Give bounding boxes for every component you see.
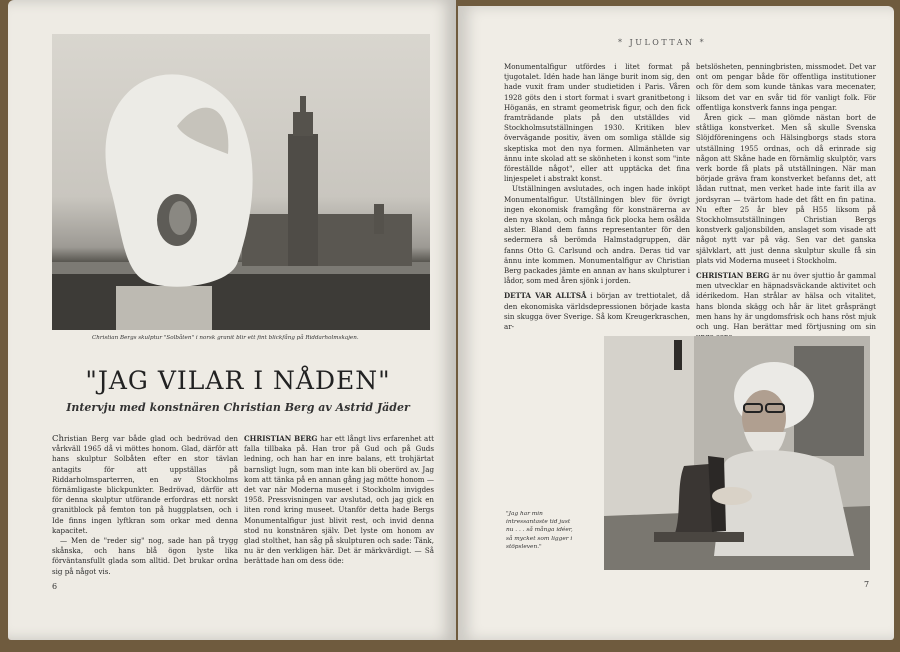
left-page xyxy=(8,0,456,640)
r-col1-paragraph-1: Monumentalfigur utfördes i litet format på tjugotalet. Idén hade han länge burit inom sig, den hade vuxit fram under studietiden i Paris. Våren 1928 göts den i stort format i svart granitbetong i Höganäs, en stramt geometrisk figur, och den fick framträdande plats på den utställdes vid Stockholmsutställningen 1930. Kritiken blev övervägande positiv, även om somliga ställde sig skeptiska mot den nya formen. Allmänheten var ännu inte skolad att se skönheten i konst som "inte föreställde något", eller att upptäcka det fina linjespelet i abstrakt konst. xyxy=(504,62,690,184)
r-col1-lead-2: DETTA VAR ALLTSÅ xyxy=(504,291,587,301)
r-col2-paragraph-1: betslösheten, penningbristen, missmodet. Det var ont om pengar både för offentliga institutioner och för dem som kunde tänkas vara mecenater, liksom det var en svår tid för vanligt folk. För offentliga konstverk fanns inga pengar. xyxy=(696,62,876,112)
photo-caption: Christian Bergs skulptur "Solbåten" i norsk granit blir ett fint blickfång på Riddarholmskajen. xyxy=(92,335,359,341)
r-col1-paragraph-2: Utställningen avslutades, och ingen hade inköpt Monumentalfigur. Utställningen blev för övrigt ingen ekonomisk framgång för konstnärerna av den nya skolan, och många fick plocka hem osålda alster. Bland dem fanns representanter för den sedermera så berömda Halmstadgruppen, där fanns Otto G. Carlsund och andra. Deras tid var ännu inte kommen. Monumentalfigur av Christian Berg packades jämte en annan av hans skulpturer i lådor, som med åren sjönk i jorden. xyxy=(504,184,690,286)
artist-photo xyxy=(604,336,870,570)
sculpture-photo xyxy=(52,34,430,330)
col2-lead: CHRISTIAN BERG xyxy=(244,434,318,443)
r-col2-lead-3: CHRISTIAN BERG xyxy=(696,271,770,281)
right-column-2 xyxy=(696,62,876,342)
left-column-2 xyxy=(244,434,434,567)
col1-paragraph-2: — Men de "reder sig" nog, sade han på trygg skånska, och hans blå ögon lyste lika förväntansfullt glada som alltid. Det brukar ordna sig på något vis. xyxy=(52,536,238,576)
article-subtitle: Intervju med konstnären Christian Berg av Astrid Jäder xyxy=(66,401,410,414)
article-title: "JAG VILAR I NÅDEN" xyxy=(85,366,391,395)
running-header: * JULOTTAN * xyxy=(618,38,707,47)
photo-quote: "Jag har min intressantaste tid just nu . . . så många idéer, så mycket som ligger i stöpsleven." xyxy=(506,511,573,550)
page-number-right: 7 xyxy=(864,580,870,589)
r-col2-paragraph-2: Åren gick — man glömde nästan bort de ståtliga konstverket. Men så skulle Svenska Slöjdföreningens och Hälsingborgs stads stora utställning 1955 ordnas, och då erinrade sig någon att Skåne hade en förnämlig skulptör, vars verk borde få plats på utställningen. När man började gräva fram konstverket befanns det, att lådan ruttnat, men verket hade inte farit illa av jordsyran — tvärtom hade det fått en fin patina. Nu efter 25 år blev på H55 liksom på Stockholmsutställningen Christian Bergs konstverk galjonsbilden, anslaget som visade att något nytt var på väg. Sen var det ganska självklart, att just denna skulptur skulle få sin plats vid Moderna museet i Stockholm. xyxy=(696,113,876,265)
r-col1-paragraph-3: i början av trettiotalet, då den ekonomiska världsdepressionen började kasta sin skugga över Sverige. Så kom Kreugerkraschen, ar- xyxy=(504,291,690,332)
right-column-1 xyxy=(504,62,690,332)
page-number-left: 6 xyxy=(52,582,58,591)
right-page xyxy=(458,6,894,640)
col2-paragraph-1: har ett långt livs erfarenhet att falla tillbaka på. Han tror på Gud och på Guds ledning, och han har en inre balans, ett trohjärtat barnsligt lugn, som man inte kan bli oberörd av. Jag kom att tänka på en annan gång jag mötte honom — det var när Moderna museet i Stockholm invigdes 1958. Pressvisningen var avslutad, och jag gick en liten rond kring museet. Utanför detta hade Bergs Monumentalfigur just blivit rest, och invid denna stod nu konstnären själv. Det lyste om honom av glad stolthet, han såg på skulpturen och sade: Tänk, nu är den verkligen här. Det är märkvärdigt. — Så berättade han om dess öde: xyxy=(244,434,434,566)
col1-paragraph-1: ristian Berg var både glad och bedrövad den vårkväll 1965 då vi möttes honom. Glad, därför att hans skulptur Solbåten efter en stor tävlan antagits för att uppställas på Riddarholmsparterren, en av Stockholms förnämligaste blickpunkter. Bedrövad, därför att för denna skulptur utförande erfordras ett norskt granitblock på femton ton på huggplatsen, och i Ide finns ingen lyftkran som orkar med denna kapacitet. xyxy=(52,434,238,535)
dropcap: Ch xyxy=(52,434,64,444)
r-col2-paragraph-3: är nu över sjuttio år gammal men utvecklar en häpnadsväckande aktivitet och idérikedom. Han strålar av hälsa och vitalitet, hans blonda skägg och hår är litet gråsprängt men hans hy är ungdomsfrisk och hans röst mjuk och ung. Han berättar med förtjusning om sin xyxy=(696,271,876,332)
left-column-1 xyxy=(52,434,238,577)
